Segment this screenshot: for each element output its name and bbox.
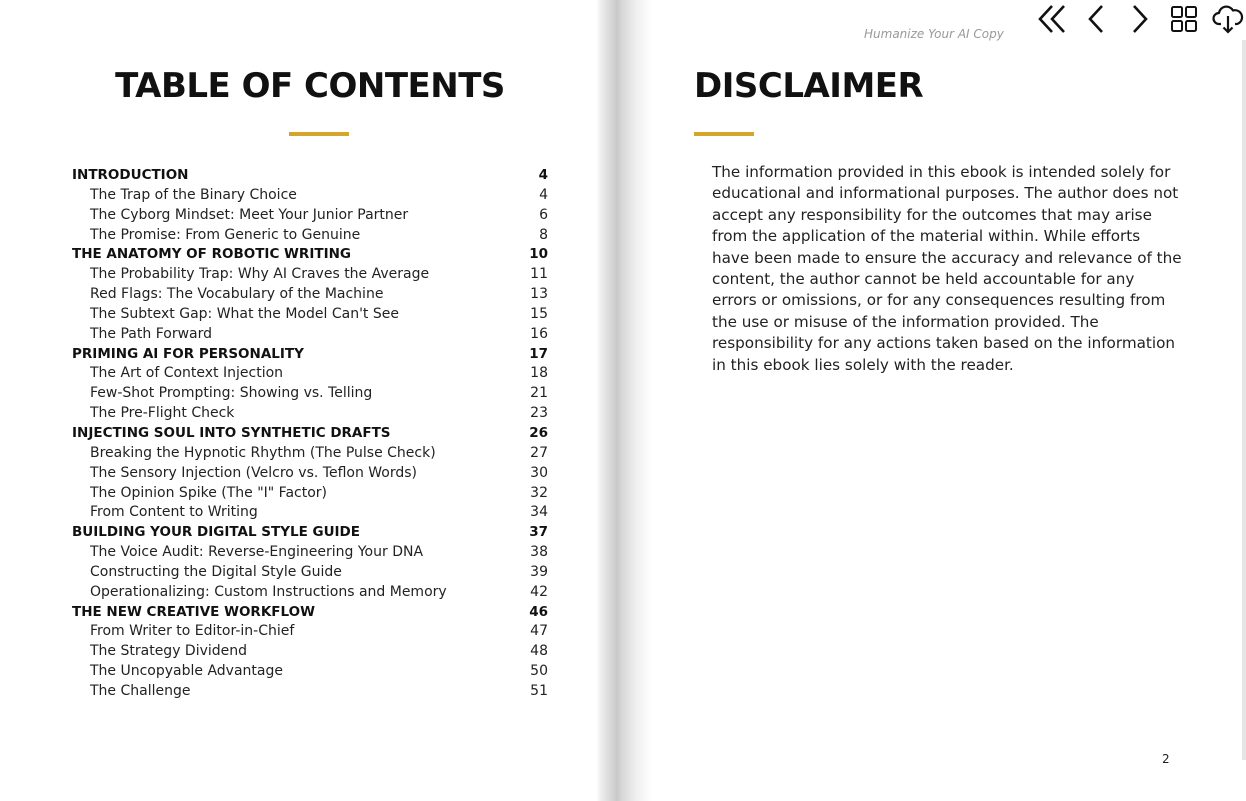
- toc-entry-page: 26: [529, 424, 548, 441]
- toc-entry-page: 13: [530, 286, 548, 303]
- toc-entry-label: Constructing the Digital Style Guide: [90, 563, 342, 580]
- toc-section-entry[interactable]: [72, 662, 548, 682]
- disclaimer-title: DISCLAIMER: [694, 66, 924, 106]
- toc-entry-label: The Art of Context Injection: [90, 365, 284, 382]
- viewer-toolbar: [1030, 0, 1246, 40]
- toc-accent-rule: [289, 132, 349, 136]
- toc-entry-label: From Content to Writing: [90, 504, 258, 521]
- toc-entry-label: The Probability Trap: Why AI Craves the Average: [90, 266, 430, 283]
- toc-entry-label: THE NEW CREATIVE WORKFLOW: [72, 603, 315, 620]
- toc-entry-label: From Writer to Editor-in-Chief: [90, 623, 295, 640]
- toc-entry-page: 50: [530, 663, 548, 680]
- toc-entry-page: 15: [530, 305, 548, 322]
- toc-entry-page: 6: [539, 206, 548, 223]
- toc-entry-page: 47: [530, 623, 548, 640]
- disclaimer-accent-rule: [694, 132, 754, 136]
- toc-entry-label: The Uncopyable Advantage: [90, 663, 283, 680]
- toc-entry-page: 18: [530, 365, 548, 382]
- toc-entry-page: 11: [530, 266, 548, 283]
- toc-entry-label: The Cyborg Mindset: Meet Your Junior Partner: [90, 206, 409, 223]
- toc-entry-page: 30: [530, 464, 548, 481]
- toc-section-entry[interactable]: [72, 503, 548, 523]
- toc-section-entry[interactable]: [72, 325, 548, 345]
- left-page: [0, 0, 598, 801]
- toc-section-entry[interactable]: [72, 186, 548, 206]
- previous-page-button[interactable]: [1074, 0, 1118, 38]
- disclaimer-body: The information provided in this ebook is intended solely for educational and informational purposes. The author does not accept any responsibility for the outcomes that may arise from the application of the material within. While efforts have been made to ensure the accuracy and relevance of the content, the author cannot be held accountable for any errors or omissions, or for any consequences resulting from the use or misuse of the information provided. The responsibility for any actions taken based on the information in this ebook lies solely with the reader.: [712, 163, 1182, 374]
- toc-entry-label: The Opinion Spike (The "I" Factor): [90, 484, 327, 501]
- toc-entry-page: 17: [529, 345, 548, 362]
- right-page: [652, 0, 1246, 801]
- toc-entry-label: The Sensory Injection (Velcro vs. Teflon Words): [90, 464, 418, 481]
- toc-entry-label: THE ANATOMY OF ROBOTIC WRITING: [72, 246, 351, 263]
- toc-section-entry[interactable]: [72, 404, 548, 424]
- next-page-button[interactable]: [1118, 0, 1162, 38]
- toc-entry-label: The Path Forward: [90, 325, 212, 342]
- toc-entry-page: 32: [530, 484, 548, 501]
- toc-entry-label: BUILDING YOUR DIGITAL STYLE GUIDE: [72, 524, 360, 541]
- toc-section-entry[interactable]: [72, 305, 548, 325]
- toc-entry-page: 34: [530, 504, 548, 521]
- toc-chapter-entry[interactable]: [72, 424, 548, 444]
- toc-entry-page: 16: [530, 325, 548, 342]
- toc-entry-page: 38: [530, 544, 548, 561]
- chevron-left-icon: [1085, 3, 1107, 35]
- document-title: Humanize Your AI Copy: [864, 27, 1004, 41]
- book-gutter: [596, 0, 652, 801]
- double-chevron-left-icon: [1037, 3, 1067, 35]
- scrollbar[interactable]: [1242, 40, 1246, 760]
- toc-entry-label: Red Flags: The Vocabulary of the Machine: [90, 286, 384, 303]
- toc-section-entry[interactable]: [72, 484, 548, 504]
- toc-entry-label: The Promise: From Generic to Genuine: [90, 226, 361, 243]
- toc-title: TABLE OF CONTENTS: [115, 66, 505, 106]
- toc-entry-label: PRIMING AI FOR PERSONALITY: [72, 345, 304, 362]
- toc-section-entry[interactable]: [72, 384, 548, 404]
- toc-section-entry[interactable]: [72, 226, 548, 246]
- toc-entry-page: 21: [530, 385, 548, 402]
- toc-section-entry[interactable]: [72, 464, 548, 484]
- toc-entry-page: 51: [530, 682, 548, 699]
- toc-chapter-entry[interactable]: [72, 245, 548, 265]
- toc-entry-page: 46: [529, 603, 548, 620]
- toc-entry-page: 8: [539, 226, 548, 243]
- toc-section-entry[interactable]: [72, 642, 548, 662]
- toc-section-entry[interactable]: [72, 444, 548, 464]
- toc-section-entry[interactable]: [72, 543, 548, 563]
- toc-entry-label: Few-Shot Prompting: Showing vs. Telling: [90, 385, 373, 402]
- toc-entry-label: Breaking the Hypnotic Rhythm (The Pulse Check): [90, 444, 436, 461]
- toc-section-entry[interactable]: [72, 285, 548, 305]
- toc-list: [72, 166, 548, 702]
- chevron-right-icon: [1129, 3, 1151, 35]
- toc-entry-label: INJECTING SOUL INTO SYNTHETIC DRAFTS: [72, 424, 391, 441]
- thumbnails-button[interactable]: [1162, 0, 1206, 38]
- toc-entry-label: The Voice Audit: Reverse-Engineering Your DNA: [90, 544, 424, 561]
- toc-entry-label: Operationalizing: Custom Instructions and Memory: [90, 583, 447, 600]
- toc-entry-label: The Pre-Flight Check: [90, 405, 235, 422]
- toc-section-entry[interactable]: [72, 622, 548, 642]
- toc-entry-label: The Trap of the Binary Choice: [90, 186, 297, 203]
- toc-entry-label: The Challenge: [90, 682, 191, 699]
- toc-chapter-entry[interactable]: [72, 523, 548, 543]
- toc-entry-page: 10: [529, 246, 548, 263]
- grid-icon: [1170, 5, 1198, 33]
- toc-section-entry[interactable]: [72, 265, 548, 285]
- toc-entry-page: 48: [530, 643, 548, 660]
- toc-section-entry[interactable]: [72, 682, 548, 702]
- toc-section-entry[interactable]: [72, 364, 548, 384]
- toc-entry-label: INTRODUCTION: [72, 167, 189, 183]
- toc-section-entry[interactable]: [72, 206, 548, 226]
- toc-chapter-entry[interactable]: [72, 166, 548, 186]
- toc-entry-page: 39: [530, 563, 548, 580]
- page-number: 2: [1162, 752, 1170, 766]
- toc-entry-page: 37: [529, 524, 548, 541]
- toc-section-entry[interactable]: [72, 583, 548, 603]
- first-page-button[interactable]: [1030, 0, 1074, 38]
- download-button[interactable]: [1206, 0, 1246, 38]
- toc-chapter-entry[interactable]: [72, 603, 548, 623]
- toc-chapter-entry[interactable]: [72, 345, 548, 365]
- toc-section-entry[interactable]: [72, 563, 548, 583]
- toc-entry-page: 4: [539, 186, 548, 203]
- toc-entry-label: The Subtext Gap: What the Model Can't See: [90, 305, 399, 322]
- toc-entry-label: The Strategy Dividend: [90, 643, 248, 660]
- toc-entry-page: 42: [530, 583, 548, 600]
- toc-entry-page: 4: [538, 167, 548, 183]
- cloud-download-icon: [1212, 4, 1244, 34]
- toc-entry-page: 27: [530, 444, 548, 461]
- toc-entry-page: 23: [530, 405, 548, 422]
